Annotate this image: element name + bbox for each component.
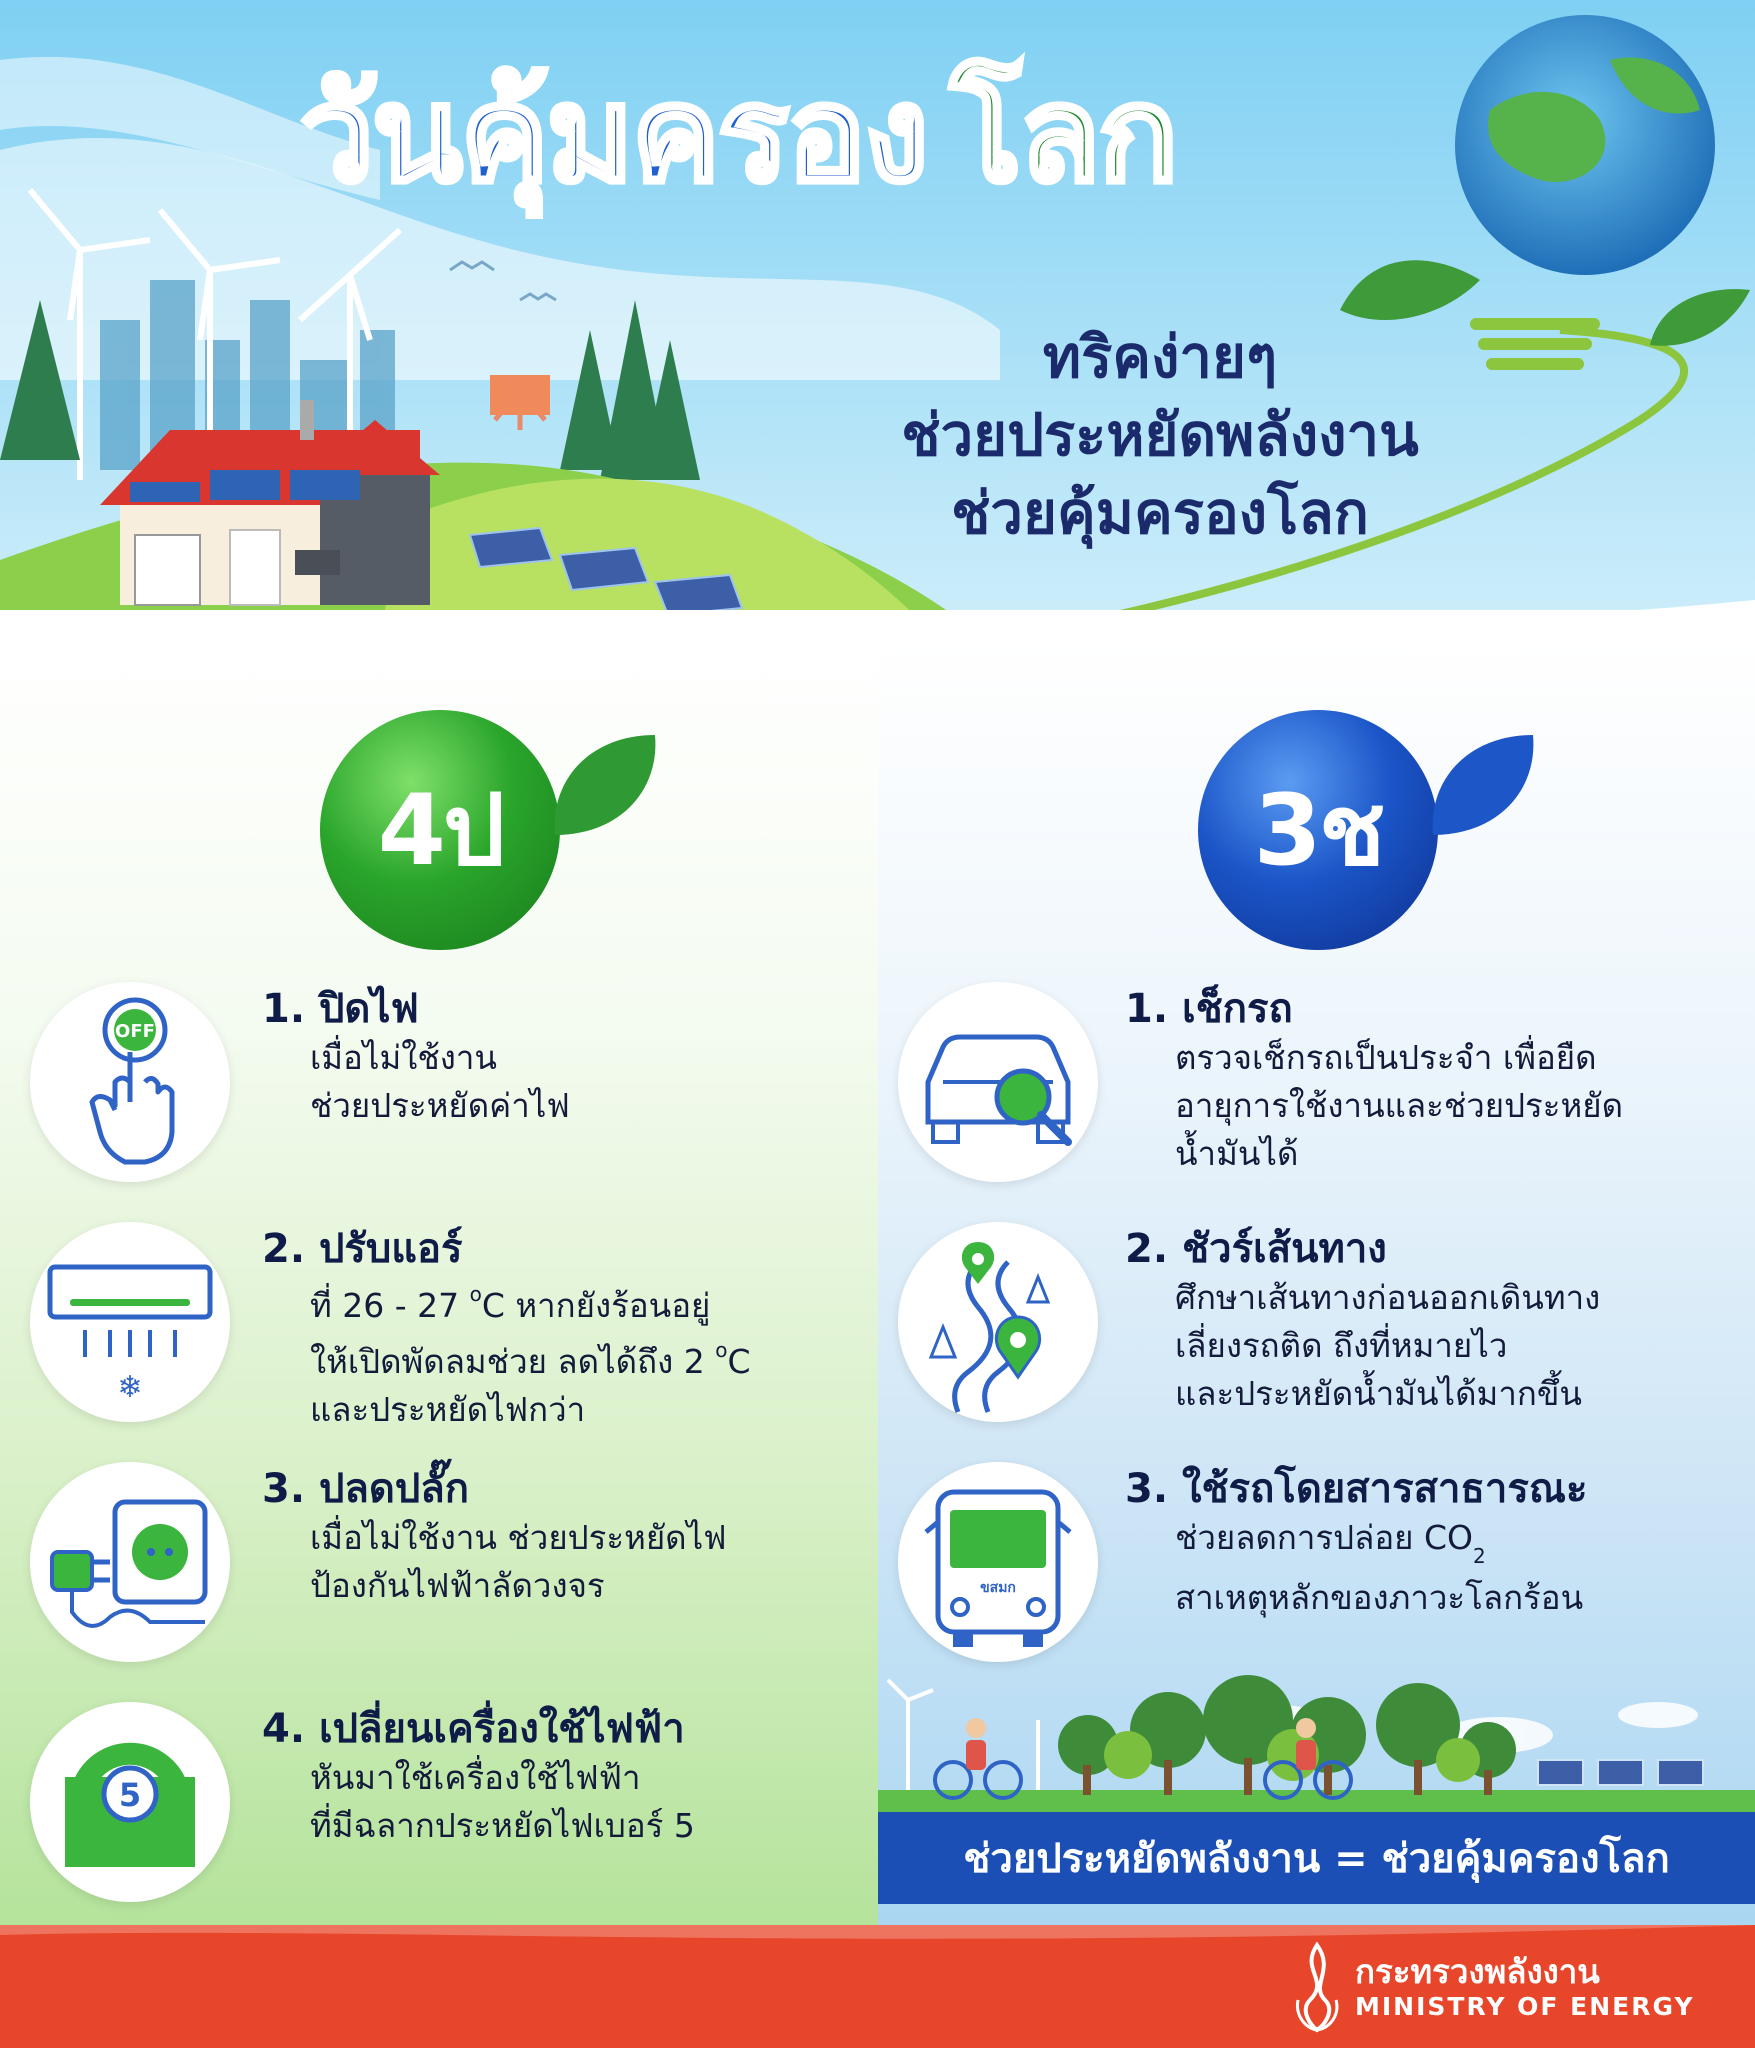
- tip-line: ที่มีฉลากประหยัดไฟเบอร์ 5: [310, 1806, 695, 1845]
- tip-line: หันมาใช้เครื่องใช้ไฟฟ้า: [310, 1758, 641, 1797]
- tip-description: [1175, 1274, 1600, 1418]
- tip-title: 2. ชัวร์เส้นทาง: [1125, 1226, 1387, 1272]
- text: ช่วยลดการปล่อย CO: [1175, 1518, 1473, 1557]
- degree-symbol: o: [469, 1282, 482, 1306]
- tip-title: 3. ปลดปลั๊ก: [262, 1466, 469, 1512]
- subtitle-line-1: ทริคง่ายๆ: [1042, 323, 1278, 391]
- tip-description: [1175, 1034, 1623, 1178]
- subtitle: [810, 318, 1510, 552]
- tip-line: และประหยัดน้ำมันได้มากขึ้น: [1175, 1374, 1582, 1413]
- tip-line: อายุการใช้งานและช่วยประหยัด: [1175, 1086, 1624, 1125]
- text: ให้เปิดพัดลมช่วย ลดได้ถึง 2: [310, 1342, 716, 1381]
- bus-logo-text: ขสมก: [980, 1580, 1016, 1596]
- badge-3ch: 3ช: [1198, 710, 1438, 950]
- tip-line: [310, 1330, 750, 1386]
- tip-description: [310, 1754, 695, 1850]
- ministry-name-thai: กระทรวงพลังงาน: [1355, 1952, 1600, 1991]
- route-map-icon: [898, 1222, 1098, 1422]
- energy-label-5-icon: [30, 1702, 230, 1902]
- tip-description: [310, 1514, 727, 1610]
- tip-title: 3. ใช้รถโดยสารสาธารณะ: [1125, 1466, 1588, 1512]
- svg-text:OFF: OFF: [115, 1021, 155, 1042]
- page-title: [300, 55, 1176, 215]
- badge-4p: 4ป: [320, 710, 560, 950]
- icon-circle-route: [898, 1222, 1098, 1422]
- leaf-icon: [1428, 730, 1538, 840]
- tip-line: เลี่ยงรถติด ถึงที่หมายไว: [1175, 1326, 1508, 1365]
- tip-line: น้ำมันได้: [1175, 1134, 1299, 1173]
- car-inspection-icon: [898, 982, 1098, 1182]
- air-conditioner-icon: [30, 1222, 230, 1422]
- tip-line: เมื่อไม่ใช้งาน ช่วยประหยัดไฟ: [310, 1518, 727, 1557]
- svg-text:❄: ❄: [117, 1370, 143, 1405]
- tip-line: สาเหตุหลักของภาวะโลกร้อน: [1175, 1577, 1584, 1617]
- subtitle-line-2: ช่วยประหยัดพลังงาน: [901, 401, 1419, 469]
- tip-line: ตรวจเช็กรถเป็นประจำ เพื่อยืด: [1175, 1038, 1597, 1077]
- subtitle-line-3: ช่วยคุ้มครองโลก: [951, 479, 1369, 547]
- icon-circle-plug: [30, 1462, 230, 1662]
- tip-line: เมื่อไม่ใช้งาน: [310, 1038, 497, 1077]
- tip-title: 1. เช็กรถ: [1125, 986, 1293, 1032]
- icon-circle-label: [30, 1702, 230, 1902]
- tip-line: [1175, 1514, 1583, 1574]
- text: ที่ 26 - 27: [310, 1286, 470, 1325]
- tip-line: และประหยัดไฟกว่า: [310, 1390, 586, 1429]
- label-number: 5: [118, 1776, 142, 1814]
- tip-title: 1. ปิดไฟ: [262, 986, 419, 1032]
- text: C หากยังร้อนอยู่: [481, 1286, 711, 1325]
- tip-line: ช่วยประหยัดค่าไฟ: [310, 1086, 570, 1125]
- text: C: [727, 1342, 751, 1381]
- title-part-2: โลก: [950, 58, 1177, 212]
- tip-line: ศึกษาเส้นทางก่อนออกเดินทาง: [1175, 1278, 1601, 1317]
- tip-description: [1175, 1514, 1583, 1622]
- tip-title: 4. เปลี่ยนเครื่องใช้ไฟฟ้า: [262, 1706, 685, 1752]
- icon-circle-bus: [898, 1462, 1098, 1662]
- ministry-logo-icon: [1290, 1940, 1345, 2035]
- icon-circle-aircon: [30, 1222, 230, 1422]
- subscript: 2: [1472, 1543, 1486, 1568]
- icon-circle-car: [898, 982, 1098, 1182]
- leaf-icon: [550, 730, 660, 840]
- degree-symbol: o: [715, 1338, 728, 1362]
- wave-divider: [0, 610, 1755, 700]
- off-button-icon: [30, 982, 230, 1182]
- icon-circle-off: [30, 982, 230, 1182]
- bus-icon: [898, 1462, 1098, 1662]
- park-scene-illustration: [878, 1660, 1755, 1815]
- title-part-1: วันคุ้มครอง: [300, 58, 927, 212]
- ministry-name-english: MINISTRY OF ENERGY: [1355, 1992, 1695, 2021]
- slogan-banner: ช่วยประหยัดพลังงาน = ช่วยคุ้มครองโลก: [878, 1812, 1755, 1904]
- hero-banner: [0, 0, 1755, 700]
- tip-line: ป้องกันไฟฟ้าลัดวงจร: [310, 1566, 605, 1605]
- tip-description: [310, 1034, 570, 1130]
- tip-line: [310, 1274, 750, 1330]
- tip-title: 2. ปรับแอร์: [262, 1226, 463, 1272]
- plug-icon: [30, 1462, 230, 1662]
- tip-description: [310, 1274, 750, 1434]
